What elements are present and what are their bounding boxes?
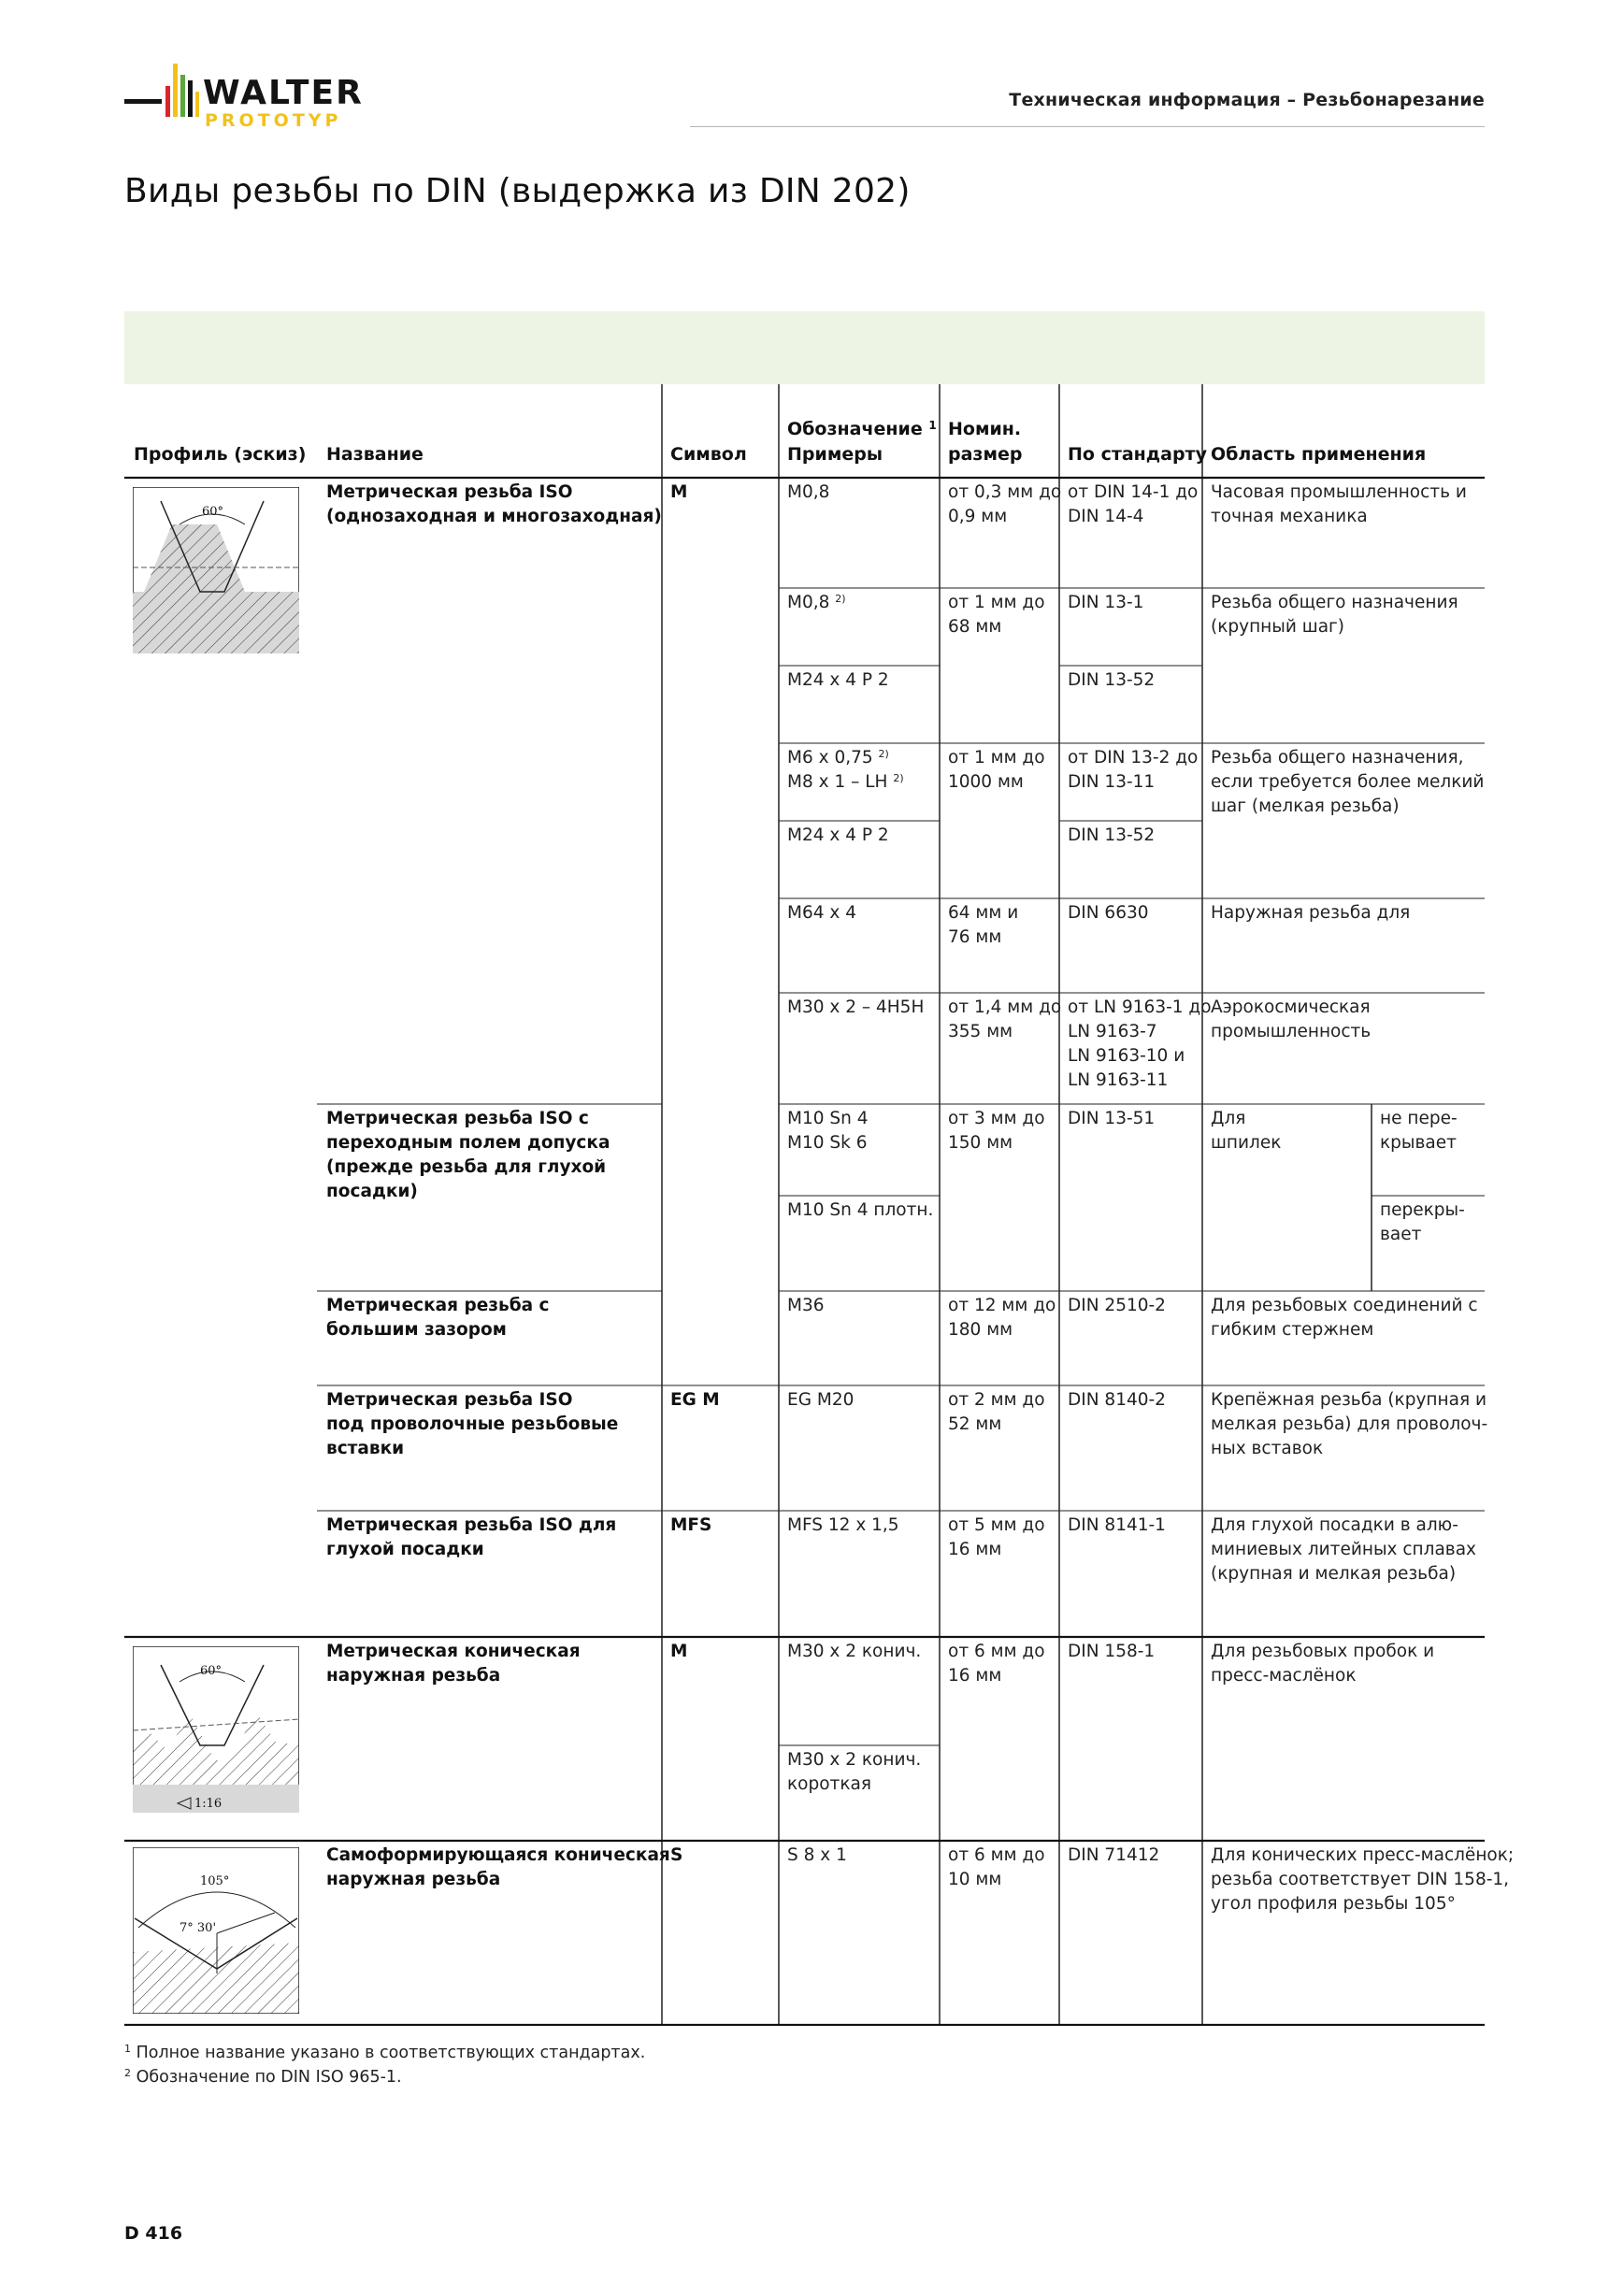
size-row6-a: от 3 мм до: [948, 1109, 1045, 1128]
application-row11-c: угол профиля резьбы 105°: [1211, 1894, 1456, 1914]
application-row6-b: шпилек: [1211, 1133, 1282, 1153]
footnote-ref-2: 2): [878, 748, 889, 760]
logo-subbrand: PROTOTYP: [205, 110, 342, 131]
name-wire-insert-3: вставки: [326, 1439, 405, 1458]
application-row10-b: пресс-маслёнок: [1211, 1666, 1357, 1686]
application-row3-c: шаг (мелкая резьба): [1211, 796, 1400, 816]
col-header-standard: По стандарту: [1068, 444, 1207, 465]
size-row9-b: 16 мм: [948, 1540, 1002, 1559]
name-tapered-2: наружная резьба: [326, 1666, 501, 1686]
name-transition-fit-1: Метрическая резьба ISO с: [326, 1109, 589, 1128]
application-overlap-a: перекры-: [1380, 1200, 1465, 1220]
name-self-forming-1: Самоформирующаяся коническая: [326, 1845, 670, 1865]
designation-m30-tapered-short-1: M30 x 2 конич.: [787, 1750, 922, 1770]
col-header-profile: Профиль (эскиз): [134, 444, 307, 465]
size-row9-a: от 5 мм до: [948, 1515, 1045, 1535]
symbol-s: S: [670, 1845, 683, 1865]
application-row1-a: Часовая промышленность и: [1211, 482, 1467, 502]
symbol-mfs: MFS: [670, 1515, 712, 1535]
footnote-2-text: Обозначение по DIN ISO 965-1.: [136, 2068, 402, 2087]
col-header-size-1: Номин.: [948, 419, 1022, 439]
designation-m8-lh-text: M8 x 1 – LH: [787, 772, 888, 792]
walter-prototyp-logo: [124, 58, 405, 133]
self-forming-tapered-thread-sketch: [133, 1847, 299, 2014]
application-row8-a: Крепёжная резьба (крупная и: [1211, 1390, 1487, 1410]
designation-mfs12: MFS 12 x 1,5: [787, 1515, 899, 1535]
footnote-2-mark: 2: [124, 2067, 131, 2079]
name-interference-fit-2: глухой посадки: [326, 1540, 484, 1559]
designation-s8: S 8 x 1: [787, 1845, 847, 1865]
standard-din14-b: DIN 14-4: [1068, 507, 1144, 526]
standard-ln9163-a: от LN 9163-1 до: [1068, 997, 1212, 1017]
application-row5-a: Аэрокосмическая: [1211, 997, 1371, 1017]
application-no-overlap-b: крывает: [1380, 1133, 1457, 1153]
sketch3-angle-label: 105°: [200, 1874, 230, 1888]
sketch1-angle-label: 60°: [202, 505, 224, 519]
name-large-clearance-1: Метрическая резьба с: [326, 1296, 550, 1315]
size-row11-a: от 6 мм до: [948, 1845, 1045, 1865]
size-row10-a: от 6 мм до: [948, 1642, 1045, 1661]
size-row6-b: 150 мм: [948, 1133, 1013, 1153]
name-transition-fit-3: (прежде резьба для глухой: [326, 1157, 607, 1177]
designation-m6-fine: [787, 746, 889, 771]
header-divider: [690, 126, 1485, 127]
application-row3-a: Резьба общего назначения,: [1211, 748, 1464, 768]
name-transition-fit-2: переходным полем допуска: [326, 1133, 610, 1153]
name-wire-insert-1: Метрическая резьба ISO: [326, 1390, 573, 1410]
standard-din71412: DIN 71412: [1068, 1845, 1160, 1865]
iso-metric-thread-sketch: [133, 487, 299, 653]
size-row11-b: 10 мм: [948, 1870, 1002, 1889]
size-row5-b: 355 мм: [948, 1022, 1013, 1041]
application-row9-a: Для глухой посадки в алю-: [1211, 1515, 1458, 1535]
application-row8-b: мелкая резьба) для проволоч-: [1211, 1414, 1488, 1434]
size-row5-a: от 1,4 мм до: [948, 997, 1062, 1017]
logo-wordmark: WALTER: [203, 74, 364, 112]
footnotes: [124, 2041, 645, 2089]
designation-m08-coarse-text: M0,8: [787, 593, 830, 612]
page-title: Виды резьбы по DIN (выдержка из DIN 202): [124, 172, 911, 210]
standard-din13-2-b: DIN 13-11: [1068, 772, 1156, 792]
name-wire-insert-2: под проволочные резьбовые: [326, 1414, 619, 1434]
application-overlap-b: вает: [1380, 1225, 1422, 1244]
size-row1-b: 0,9 мм: [948, 507, 1008, 526]
standard-ln9163-d: LN 9163-11: [1068, 1070, 1169, 1090]
designation-m24-fine: M24 x 4 P 2: [787, 825, 889, 845]
tapered-metric-thread-sketch: [133, 1646, 299, 1813]
standard-din13-52-a: DIN 13-52: [1068, 670, 1156, 690]
designation-m30-tapered: M30 x 2 конич.: [787, 1642, 922, 1661]
size-row2-b: 68 мм: [948, 617, 1002, 637]
name-iso-metric: Метрическая резьба ISO: [326, 482, 573, 502]
standard-din8140-2: DIN 8140-2: [1068, 1390, 1166, 1410]
standard-din2510-2: DIN 2510-2: [1068, 1296, 1166, 1315]
application-row7-a: Для резьбовых соединений с: [1211, 1296, 1478, 1315]
designation-m8-lh: [787, 770, 904, 796]
sketch2-taper-label: 1:16: [194, 1797, 223, 1811]
footnote-ref-2: 2): [835, 593, 846, 605]
footnote-1-text: Полное название указано в соответствующих стандартах.: [136, 2044, 646, 2062]
footnote-2: [124, 2065, 645, 2089]
size-row7-a: от 12 мм до: [948, 1296, 1056, 1315]
symbol-m: M: [670, 482, 688, 502]
application-no-overlap-a: не пере-: [1380, 1109, 1458, 1128]
application-row1-b: точная механика: [1211, 507, 1368, 526]
sketch2-angle-label: 60°: [200, 1664, 223, 1678]
sketch3-flank-label: 7° 30': [180, 1921, 217, 1935]
table-header-band: [124, 311, 1485, 384]
size-row3-b: 1000 мм: [948, 772, 1024, 792]
application-row3-b: если требуется более мелкий: [1211, 772, 1485, 792]
application-row11-a: Для конических пресс-маслёнок;: [1211, 1845, 1515, 1865]
header-section-title: Техническая информация – Резьбонарезание: [1009, 90, 1485, 110]
footnote-ref-1: 1: [928, 419, 937, 432]
size-row7-b: 180 мм: [948, 1320, 1013, 1340]
size-row8-a: от 2 мм до: [948, 1390, 1045, 1410]
standard-din13-1: DIN 13-1: [1068, 593, 1144, 612]
standard-din13-52-b: DIN 13-52: [1068, 825, 1156, 845]
size-row4-b: 76 мм: [948, 927, 1002, 947]
standard-ln9163-c: LN 9163-10 и: [1068, 1046, 1185, 1066]
standard-din13-51: DIN 13-51: [1068, 1109, 1156, 1128]
name-tapered-1: Метрическая коническая: [326, 1642, 581, 1661]
designation-m64: M64 x 4: [787, 903, 856, 923]
col-header-size-2: размер: [948, 444, 1023, 465]
col-header-designation-text: Обозначение: [787, 419, 923, 439]
size-row8-b: 52 мм: [948, 1414, 1002, 1434]
application-row11-b: резьба соответствует DIN 158-1,: [1211, 1870, 1510, 1889]
footnote-ref-2: 2): [893, 772, 904, 784]
col-header-application: Область применения: [1211, 444, 1427, 465]
designation-m10-sk6: M10 Sk 6: [787, 1133, 868, 1153]
application-row10-a: Для резьбовых пробок и: [1211, 1642, 1435, 1661]
designation-m24-coarse: M24 x 4 P 2: [787, 670, 889, 690]
name-large-clearance-2: большим зазором: [326, 1320, 507, 1340]
application-row7-b: гибким стержнем: [1211, 1320, 1374, 1340]
name-transition-fit-4: посадки): [326, 1182, 418, 1201]
name-self-forming-2: наружная резьба: [326, 1870, 501, 1889]
application-row4: Наружная резьба для: [1211, 903, 1411, 923]
standard-din14-a: от DIN 14-1 до: [1068, 482, 1199, 502]
size-row10-b: 16 мм: [948, 1666, 1002, 1686]
footnote-1: [124, 2041, 645, 2065]
designation-m30-4h5h: M30 x 2 – 4H5H: [787, 997, 925, 1017]
symbol-m-tapered: M: [670, 1642, 688, 1661]
name-interference-fit-1: Метрическая резьба ISO для: [326, 1515, 617, 1535]
designation-m30-tapered-short-2: короткая: [787, 1774, 871, 1794]
application-row2-a: Резьба общего назначения: [1211, 593, 1458, 612]
designation-m6-fine-text: M6 x 0,75: [787, 748, 873, 768]
size-row3-a: от 1 мм до: [948, 748, 1045, 768]
thread-types-table: [124, 384, 1515, 2026]
page-number: D 416: [124, 2223, 183, 2244]
application-row9-b: миниевых литейных сплавах: [1211, 1540, 1476, 1559]
designation-eg-m20: EG M20: [787, 1390, 855, 1410]
standard-din158-1: DIN 158-1: [1068, 1642, 1156, 1661]
application-row6-a: Для: [1211, 1109, 1246, 1128]
application-row5-b: промышленность: [1211, 1022, 1372, 1041]
name-iso-metric-note: (однозаходная и многозаходная): [326, 507, 662, 526]
standard-din6630: DIN 6630: [1068, 903, 1149, 923]
designation-m10-sn4: M10 Sn 4: [787, 1109, 869, 1128]
standard-din8141-1: DIN 8141-1: [1068, 1515, 1166, 1535]
standard-ln9163-b: LN 9163-7: [1068, 1022, 1157, 1041]
designation-m08-coarse: [787, 591, 846, 616]
designation-m36: M36: [787, 1296, 825, 1315]
symbol-eg-m: EG M: [670, 1390, 720, 1410]
designation-m08: M0,8: [787, 482, 830, 502]
standard-din13-2-a: от DIN 13-2 до: [1068, 748, 1199, 768]
application-row9-c: (крупная и мелкая резьба): [1211, 1564, 1457, 1584]
col-header-symbol: Символ: [670, 444, 747, 465]
application-row8-c: ных вставок: [1211, 1439, 1324, 1458]
size-row4-a: 64 мм и: [948, 903, 1019, 923]
col-header-name: Название: [326, 444, 424, 465]
designation-m10-sn4-tight: M10 Sn 4 плотн.: [787, 1200, 934, 1220]
size-row1-a: от 0,3 мм до: [948, 482, 1062, 502]
size-row2-a: от 1 мм до: [948, 593, 1045, 612]
footnote-1-mark: 1: [124, 2043, 131, 2055]
col-header-examples: Примеры: [787, 444, 883, 465]
col-header-designation: [787, 417, 937, 442]
application-row2-b: (крупный шаг): [1211, 617, 1344, 637]
